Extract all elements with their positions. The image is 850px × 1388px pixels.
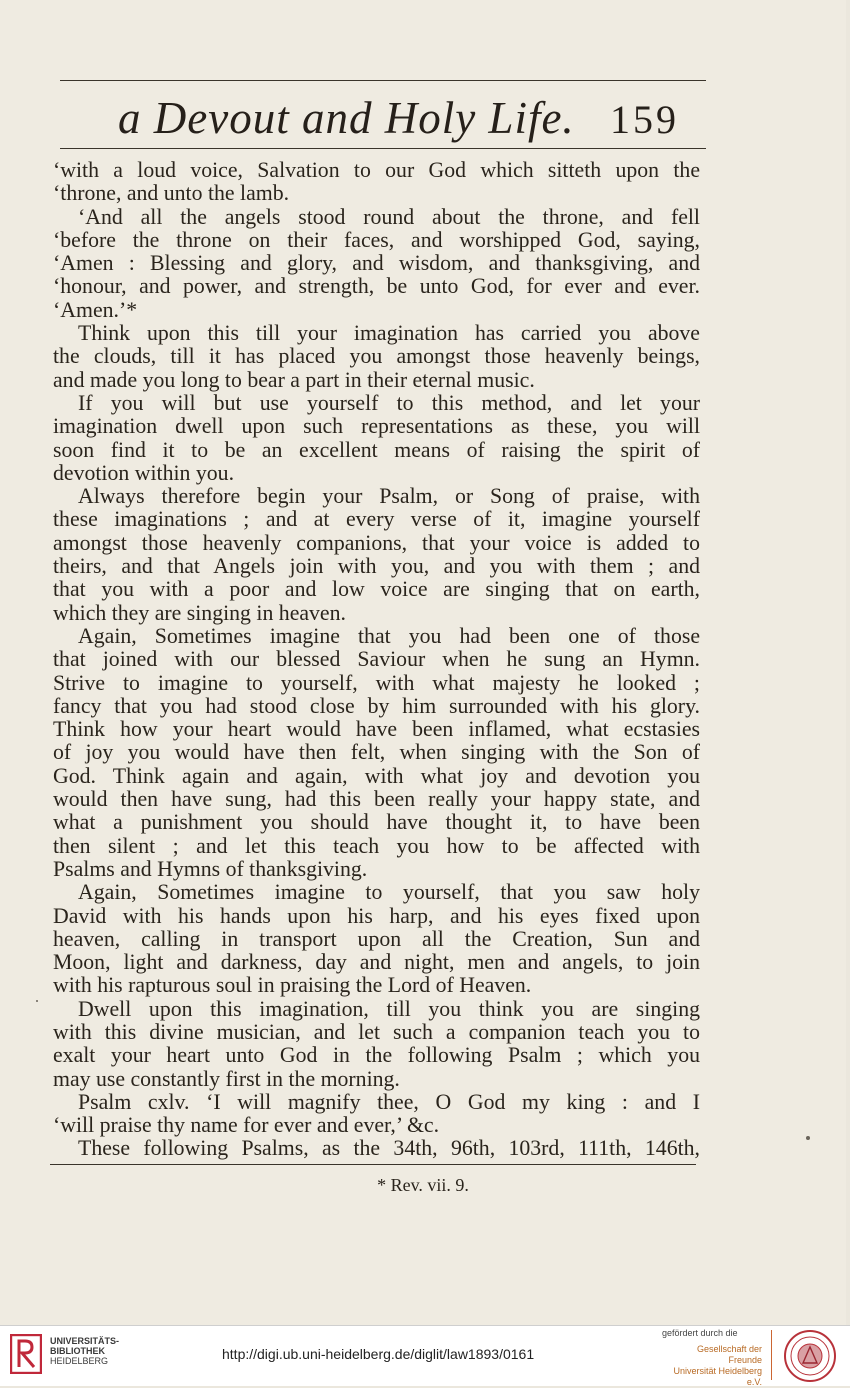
text-line: may use constantly first in the morning. xyxy=(53,1066,400,1091)
running-head-title: a Devout and Holy Life. xyxy=(118,93,575,143)
university-seal-icon xyxy=(783,1329,837,1383)
text-line: Strive to imagine to yourself, with what majesty he looked ; xyxy=(53,671,700,695)
text-line: ‘Amen : Blessing and glory, and wisdom, and thanksgiving, and xyxy=(53,252,700,276)
text-line: If you will but use yourself to this method, and let your xyxy=(78,391,700,415)
text-line: Again, Sometimes imagine to yourself, that you saw holy xyxy=(78,881,700,905)
text-line: Think how your heart would have been inflamed, what ecstasies xyxy=(53,718,700,742)
text-line: Dwell upon this imagination, till you think you are singing xyxy=(78,997,700,1021)
text-line: ‘before the throne on their faces, and worshipped God, saying, xyxy=(53,228,700,252)
text-line: exalt your heart unto God in the following Psalm ; which you xyxy=(53,1044,700,1068)
text-line: theirs, and that Angels join with you, and you with them ; and xyxy=(53,555,700,579)
text-line: Again, Sometimes imagine that you had been one of those xyxy=(78,624,700,648)
text-line: these imaginations ; and at every verse of it, imagine yourself xyxy=(53,508,700,532)
text-line: fancy that you had stood close by him surrounded with his glory. xyxy=(53,694,700,718)
text-line: that you with a poor and low voice are singing that on earth, xyxy=(53,578,700,602)
society-name xyxy=(662,1344,762,1388)
text-line: of joy you would have then felt, when singing with the Son of xyxy=(53,741,700,765)
viewer-footer xyxy=(0,1325,850,1386)
text-line: then silent ; and let this teach you how to be affected with xyxy=(53,834,700,858)
library-name-line: HEIDELBERG xyxy=(50,1356,109,1366)
text-line: God. Think again and again, with what joy and devotion you xyxy=(53,764,700,788)
text-line: ‘with a loud voice, Salvation to our God which sitteth upon the xyxy=(53,159,700,182)
footer-divider xyxy=(771,1330,772,1380)
header-rule-top xyxy=(60,80,706,81)
text-line: Always therefore begin your Psalm, or Song of praise, with xyxy=(78,485,700,509)
text-line: which they are singing in heaven. xyxy=(53,600,346,625)
permalink-url[interactable]: http://digi.ub.uni-heidelberg.de/diglit/law1893/0161 xyxy=(222,1346,535,1362)
text-line: heaven, calling in transport upon all the Creation, Sun and xyxy=(53,927,700,951)
paper-speck xyxy=(36,1000,38,1002)
text-line: ‘honour, and power, and strength, be unto God, for ever and ever. xyxy=(53,275,700,299)
footnote-rule xyxy=(50,1164,696,1165)
library-name-line: BIBLIOTHEK xyxy=(50,1346,105,1356)
text-line: what a punishment you should have thought it, to have been xyxy=(53,811,700,835)
support-label: gefördert durch die xyxy=(662,1328,738,1338)
text-line: with this divine musician, and let such a companion teach you to xyxy=(53,1020,700,1044)
text-line: imagination dwell upon such representations as these, you will xyxy=(53,415,700,439)
text-line: ‘Amen.’* xyxy=(53,297,138,322)
ub-heidelberg-logo-icon xyxy=(10,1334,42,1374)
text-line: amongst those heavenly companions, that your voice is added to xyxy=(53,531,700,555)
text-line: ‘And all the angels stood round about the throne, and fell xyxy=(78,205,700,229)
society-name-line: Universität Heidelberg e.V. xyxy=(673,1366,762,1387)
text-line: soon find it to be an excellent means of raising the spirit of xyxy=(53,438,700,462)
text-line: devotion within you. xyxy=(53,460,235,485)
society-name-line: Gesellschaft der Freunde xyxy=(696,1344,762,1365)
text-line: ‘will praise thy name for ever and ever,’ &c. xyxy=(53,1113,440,1138)
text-line: would then have sung, had this been really your happy state, and xyxy=(53,788,700,812)
text-line: Psalm cxlv. ‘I will magnify thee, O God my king : and I xyxy=(78,1090,700,1114)
text-line: Moon, light and darkness, day and night, men and angels, to join xyxy=(53,951,700,975)
body-text xyxy=(53,159,700,1161)
text-line: David with his hands upon his harp, and his eyes fixed upon xyxy=(53,904,700,928)
text-line: that joined with our blessed Saviour when he sung an Hymn. xyxy=(53,648,700,672)
text-line: Psalms and Hymns of thanksgiving. xyxy=(53,856,368,881)
text-line: the clouds, till it has placed you amongst those heavenly beings, xyxy=(53,345,700,369)
footnote: * Rev. vii. 9. xyxy=(377,1175,469,1195)
header-rule-bottom xyxy=(60,148,706,149)
library-name xyxy=(50,1336,119,1366)
paper-speck xyxy=(806,1136,810,1140)
text-line: with his rapturous soul in praising the Lord of Heaven. xyxy=(53,973,532,998)
text-line: Think upon this till your imagination has carried you above xyxy=(78,322,700,346)
text-line: and made you long to bear a part in their eternal music. xyxy=(53,367,535,392)
text-line: ‘throne, and unto the lamb. xyxy=(53,181,290,206)
page-number: 159 xyxy=(610,97,679,142)
text-line: These following Psalms, as the 34th, 96th, 103rd, 111th, 146th, xyxy=(78,1137,700,1161)
library-name-line: UNIVERSITÄTS- xyxy=(50,1336,120,1346)
